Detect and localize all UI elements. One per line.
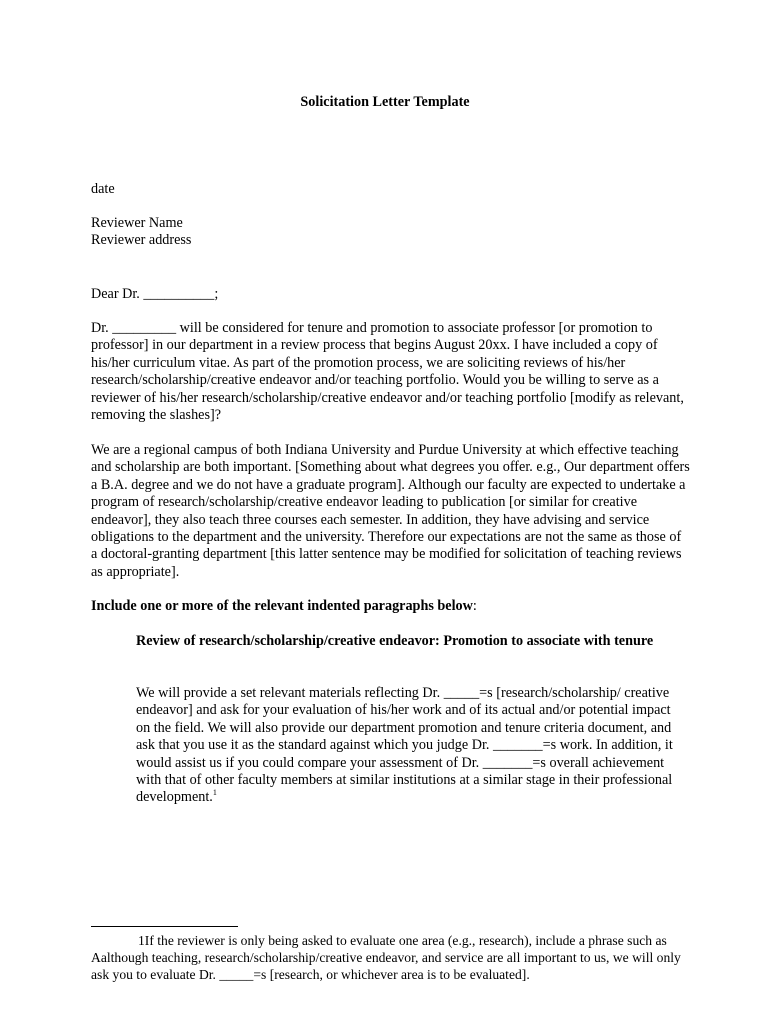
salutation: Dear Dr. __________; (91, 286, 219, 302)
reviewer-name: Reviewer Name (91, 215, 183, 231)
footnote-text: 1If the reviewer is only being asked to evaluate one area (e.g., research), include a phrase such as Aalthough teaching, research/scholarship/creative endeavor, and service are all important to us, we will only ask you to evaluate Dr. _____=s [research, or whichever area is to be evaluated]. (91, 933, 681, 982)
date-line: date (91, 181, 115, 197)
section-paragraph-block (136, 685, 676, 807)
footnote-reference: 1 (212, 788, 217, 798)
section-heading: Review of research/scholarship/creative endeavor: Promotion to associate with tenure (136, 633, 654, 649)
footnote-separator (91, 926, 238, 927)
document-title: Solicitation Letter Template (300, 94, 470, 110)
intro-paragraph: Dr. _________ will be considered for tenure and promotion to associate professor [or promotion to professor] in our department in a review process that begins August 20xx. I have included a copy of his/her curriculum vitae. As part of the promotion process, we are soliciting reviews of his/her research/scholarship/creative endeavor and/or teaching portfolio. Would you be willing to serve as a reviewer of his/her research/scholarship/creative endeavor and/or teaching portfolio [modify as relevant, removing the slashes]? (91, 320, 684, 424)
include-heading: Include one or more of the relevant indented paragraphs below (91, 598, 473, 614)
reviewer-address: Reviewer address (91, 232, 192, 248)
section-paragraph: We will provide a set relevant materials reflecting Dr. _____=s [research/scholarship/ creative endeavor] and ask for your evaluation of his/her work and of its actual and/or potential impact on the field. We will also provide our department promotion and tenure criteria document, and ask that you use it as the standard against which you judge Dr. _______=s work. In addition, it would assist us if you could compare your assessment of Dr. _______=s overall achievement with that of other faculty members at similar institutions at a similar stage in their professional development. (136, 685, 673, 806)
include-heading-line (91, 598, 691, 615)
campus-paragraph: We are a regional campus of both Indiana University and Purdue University at which effective teaching and scholarship are both important. [Something about what degrees you offer. e.g., Our department offers a B.A. degree and we do not have a graduate program]. Although our faculty are expected to undertake a program of research/scholarship/creative endeavor leading to publication [or similar for creative endeavor], they also teach three courses each semester. In addition, they have advising and service obligations to the department and the university. Therefore our expectations are not the same as those of a doctoral-granting department [this latter sentence may be modified for solicitation of teaching reviews as appropriate]. (91, 442, 690, 580)
include-heading-colon: : (472, 598, 477, 614)
footnote-block (91, 932, 691, 983)
